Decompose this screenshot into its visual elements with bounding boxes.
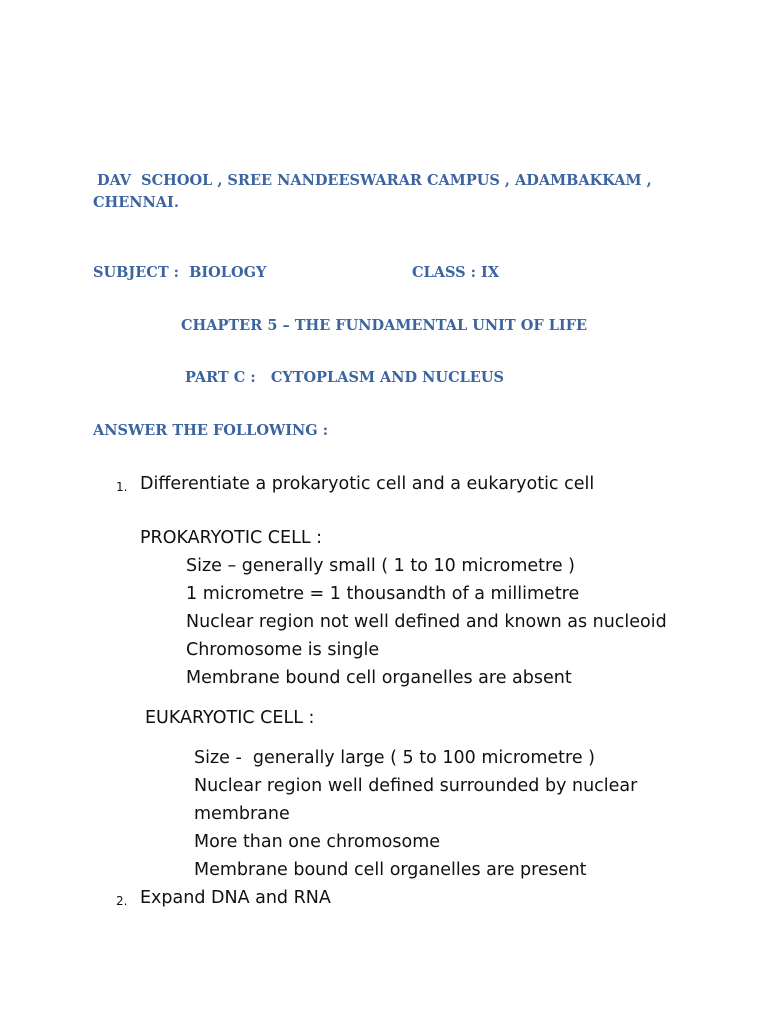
prokaryotic-point: Nuclear region not well defined and known as nucleoid (186, 612, 667, 632)
prokaryotic-point: 1 micrometre = 1 thousandth of a millimetre (186, 584, 580, 604)
instruction-heading: ANSWER THE FOLLOWING : (93, 422, 329, 439)
question-number: 2. (116, 894, 128, 908)
eukaryotic-point: Size - generally large ( 5 to 100 micrometre ) (194, 748, 596, 768)
prokaryotic-point: Size – generally small ( 1 to 10 micrometre ) (186, 556, 576, 576)
question-text: Expand DNA and RNA (140, 888, 331, 908)
prokaryotic-point: Chromosome is single (186, 640, 380, 660)
chapter-title: CHAPTER 5 – THE FUNDAMENTAL UNIT OF LIFE (181, 317, 588, 334)
eukaryotic-heading: EUKARYOTIC CELL : (145, 708, 315, 728)
question-text: Differentiate a prokaryotic cell and a eukaryotic cell (140, 474, 595, 494)
school-name-line1: DAV SCHOOL , SREE NANDEESWARAR CAMPUS , ADAMBAKKAM , (97, 172, 652, 189)
subject-label: SUBJECT : BIOLOGY (93, 264, 267, 281)
school-name-line2: CHENNAI. (93, 194, 179, 211)
part-title: PART C : CYTOPLASM AND NUCLEUS (185, 369, 504, 386)
eukaryotic-point: Nuclear region well defined surrounded by nuclear (194, 776, 638, 796)
question-number: 1. (116, 480, 128, 494)
eukaryotic-point: Membrane bound cell organelles are present (194, 860, 587, 880)
class-label: CLASS : IX (412, 264, 500, 281)
prokaryotic-point: Membrane bound cell organelles are absent (186, 668, 572, 688)
prokaryotic-heading: PROKARYOTIC CELL : (140, 528, 323, 548)
eukaryotic-point: More than one chromosome (194, 832, 441, 852)
eukaryotic-point: membrane (194, 804, 290, 824)
